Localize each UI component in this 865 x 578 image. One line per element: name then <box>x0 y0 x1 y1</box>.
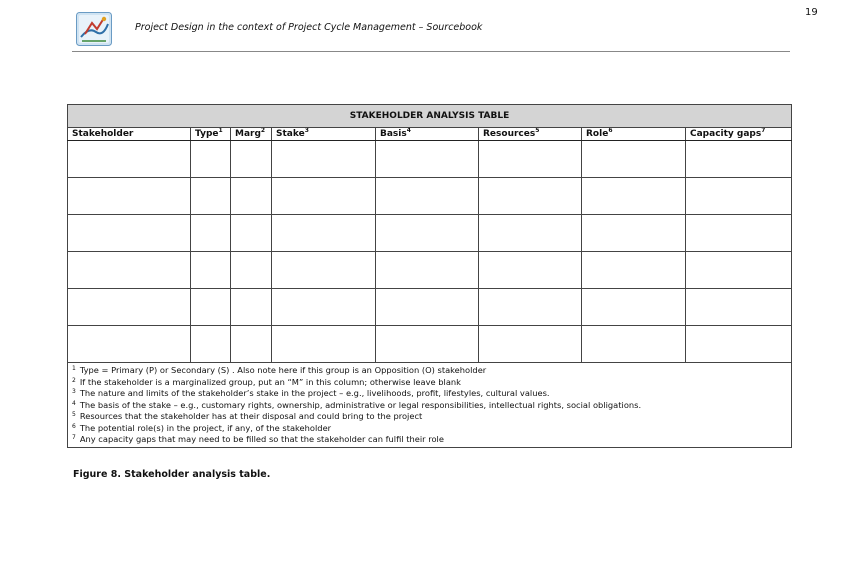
table-cell[interactable] <box>686 252 792 289</box>
table-cell[interactable] <box>686 178 792 215</box>
table-header-row <box>68 128 792 141</box>
table-cell[interactable] <box>191 141 231 178</box>
table-cell[interactable] <box>376 141 479 178</box>
table-cell[interactable] <box>191 252 231 289</box>
table-cell[interactable] <box>479 215 582 252</box>
table-cell[interactable] <box>582 178 686 215</box>
table-cell[interactable] <box>68 215 191 252</box>
table-cell[interactable] <box>68 141 191 178</box>
column-header-basis: Basis$^4$ <box>376 128 479 141</box>
table-cell[interactable] <box>686 141 792 178</box>
footnote: $^2$ If the stakeholder is a marginalized group, put an “M” in this column; otherwise leave blank <box>72 376 461 387</box>
footnote: $^5$ Resources that the stakeholder has at their disposal and could bring to the project <box>72 411 423 421</box>
table-cell[interactable] <box>231 215 272 252</box>
column-header-stake: Stake$^3$ <box>272 128 376 141</box>
table-footnotes <box>68 363 792 448</box>
table-cell[interactable] <box>376 326 479 363</box>
column-header-resources: Resources$^5$ <box>479 128 582 141</box>
figure-caption: Figure 8. Stakeholder analysis table. <box>73 469 271 480</box>
table-cell[interactable] <box>68 178 191 215</box>
table-row <box>68 178 792 215</box>
table-cell[interactable] <box>686 215 792 252</box>
table-cell[interactable] <box>191 215 231 252</box>
table-cell[interactable] <box>191 326 231 363</box>
table-cell[interactable] <box>582 289 686 326</box>
table-cell[interactable] <box>479 178 582 215</box>
table-row <box>68 252 792 289</box>
table-cell[interactable] <box>272 289 376 326</box>
column-header-marg: Marg$^2$ <box>231 128 272 141</box>
table-cell[interactable] <box>231 141 272 178</box>
table-cell[interactable] <box>272 326 376 363</box>
table-cell[interactable] <box>479 289 582 326</box>
table-row <box>68 289 792 326</box>
footnote: $^4$ The basis of the stake – e.g., customary rights, ownership, administrative or legal responsibilities, intellectual rights, social obligations. <box>72 399 642 410</box>
table-cell[interactable] <box>582 141 686 178</box>
table-cell[interactable] <box>376 178 479 215</box>
footnote: $^1$ Type = Primary (P) or Secondary (S) . Also note here if this group is an Opposition (O) stakeholder <box>72 365 487 375</box>
table-cell[interactable] <box>376 289 479 326</box>
stakeholder-analysis-table <box>67 104 792 448</box>
table-cell[interactable] <box>272 178 376 215</box>
table-cell[interactable] <box>582 326 686 363</box>
column-header-type: Type$^1$ <box>191 128 231 141</box>
table-cell[interactable] <box>686 326 792 363</box>
table-cell[interactable] <box>376 252 479 289</box>
table-cell[interactable] <box>582 252 686 289</box>
table-row <box>68 215 792 252</box>
table-row <box>68 326 792 363</box>
table-cell[interactable] <box>582 215 686 252</box>
footnote: $^6$ The potential role(s) in the project, if any, of the stakeholder <box>72 422 332 433</box>
table-cell[interactable] <box>191 289 231 326</box>
footnote: $^7$ Any capacity gaps that may need to be filled so that the stakeholder can fulfil their role <box>72 434 444 444</box>
table-cell[interactable] <box>686 289 792 326</box>
sourcebook-logo-icon <box>76 12 112 46</box>
table-cell[interactable] <box>68 289 191 326</box>
table-cell[interactable] <box>272 215 376 252</box>
page-number: 19 <box>805 7 818 18</box>
table-cell[interactable] <box>231 289 272 326</box>
table-cell[interactable] <box>479 252 582 289</box>
table-cell[interactable] <box>272 252 376 289</box>
table-row <box>68 141 792 178</box>
header-title: Project Design in the context of Project Cycle Management – Sourcebook <box>135 22 483 33</box>
table-cell[interactable] <box>191 178 231 215</box>
table-cell[interactable] <box>479 141 582 178</box>
table-cell[interactable] <box>68 326 191 363</box>
table-cell[interactable] <box>68 252 191 289</box>
column-header-stakeholder: Stakeholder <box>68 128 191 141</box>
header-rule <box>72 51 790 52</box>
table-title: STAKEHOLDER ANALYSIS TABLE <box>68 105 792 128</box>
table-cell[interactable] <box>231 326 272 363</box>
column-header-capacity-gaps: Capacity gaps$^7$ <box>686 128 792 141</box>
table-cell[interactable] <box>272 141 376 178</box>
footnote: $^3$ The nature and limits of the stakeholder’s stake in the project – e.g., livelihoods, profit, lifestyles, cultural values. <box>72 388 550 398</box>
table-cell[interactable] <box>231 252 272 289</box>
column-header-role: Role$^6$ <box>582 128 686 141</box>
table-cell[interactable] <box>479 326 582 363</box>
table-cell[interactable] <box>231 178 272 215</box>
table-cell[interactable] <box>376 215 479 252</box>
